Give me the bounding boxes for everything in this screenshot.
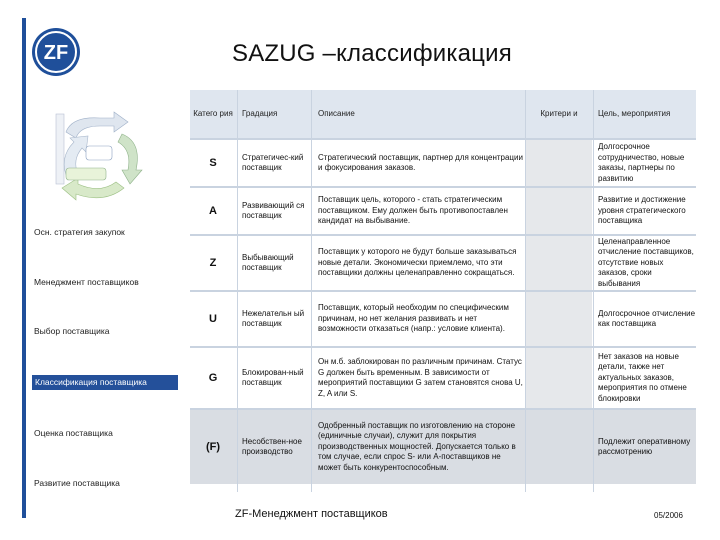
header-criteria: Критери и: [540, 108, 578, 118]
row-goal: Подлежит оперативному рассмотрению: [598, 436, 691, 456]
footer-title: ZF-Менеджмент поставщиков: [235, 508, 388, 520]
row-criteria: [526, 140, 592, 186]
svg-text:ZF: ZF: [43, 42, 69, 64]
sidebar-item-development[interactable]: Развитие поставщика: [34, 478, 120, 488]
row-criteria: [526, 236, 592, 290]
table-row: [190, 410, 696, 484]
header-category: Катего рия: [193, 108, 233, 118]
row-criteria: [526, 292, 592, 346]
zf-logo: [30, 26, 82, 78]
header-description: Описание: [318, 108, 355, 118]
row-criteria: [526, 188, 592, 234]
table-row: [190, 140, 696, 186]
row-description: Поставщик цель, которого - стать стратегическим поставщиком. Ему должен быть противопоставлен кандидат на выбывание.: [318, 195, 508, 226]
sidebar-item-selection[interactable]: Выбор поставщика: [34, 326, 110, 336]
process-cycle-diagram: [52, 108, 148, 206]
sidebar-item-classification[interactable]: Классификация поставщика: [32, 375, 178, 390]
row-gradation: Несобствен-ное производство: [242, 436, 302, 456]
table-header-row: [190, 90, 696, 138]
table-row: [190, 236, 696, 290]
sidebar-item-management[interactable]: Менеджмент поставщиков: [34, 277, 139, 287]
row-description: Поставщик, который необходим по специфическим причинам, но нет желания развивать и нет возможности отказаться (напр.: условие клиента).: [318, 303, 509, 334]
row-description: Стратегический поставщик, партнер для концентрации и фокусирования заказов.: [318, 152, 523, 172]
row-gradation: Выбывающий поставщик: [242, 252, 294, 272]
row-category: Z: [209, 256, 217, 269]
row-goal: Нет заказов на новые детали, также нет актуальных заказов, мероприятия по отмене блокировки: [598, 351, 687, 403]
row-goal: Развитие и достижение уровня стратегического поставщика: [598, 195, 686, 226]
row-gradation: Блокирован-ный поставщик: [242, 367, 304, 387]
row-category: A: [209, 204, 217, 217]
row-goal: Долгосрочное отчисление как поставщика: [598, 308, 696, 328]
page-title: SAZUG –классификация: [232, 40, 512, 67]
sidebar-item-strategy[interactable]: Осн. стратегия закупок: [34, 227, 125, 237]
row-category: U: [209, 312, 217, 325]
brand-side-bar: [22, 18, 26, 518]
header-gradation: Градация: [242, 108, 278, 118]
row-criteria: [526, 348, 592, 408]
column-divider: [237, 90, 238, 492]
sidebar-item-evaluation[interactable]: Оценка поставщика: [34, 428, 113, 438]
column-divider: [525, 90, 526, 492]
row-category: (F): [205, 440, 221, 453]
row-category: G: [208, 371, 218, 384]
row-criteria: [526, 410, 592, 484]
table-row: [190, 292, 696, 346]
column-divider: [311, 90, 312, 492]
classification-table: [190, 90, 696, 492]
row-gradation: Стратегичес-кий поставщик: [242, 152, 304, 172]
row-gradation: Нежелательн ый поставщик: [242, 308, 305, 328]
column-divider: [593, 90, 594, 492]
row-category: S: [209, 156, 217, 169]
footer-date: 05/2006: [654, 511, 683, 520]
row-goal: Целенаправленное отчисление поставщиков, отсутствие новых заказов, сроки выбывания: [598, 236, 694, 288]
table-row: [190, 188, 696, 234]
row-goal: Долгосрочное сотрудничество, новые заказы, партнеры по развитию: [598, 142, 685, 183]
row-description: Одобренный поставщик по изготовлению на стороне (единичные случаи), служит для покрытия производственных мощностей. Допускается только в том случае, если спрос S- или A-поставщиков не может быть конкурентоспособным.: [318, 420, 516, 472]
row-description: Он м.б. заблокирован по различным причинам. Статус G должен быть временным. В зависимости от мероприятий поставщики G затем становятся снова U, Z, A или S.: [318, 357, 523, 398]
table-row: [190, 348, 696, 408]
row-description: Поставщик у которого не будут больше заказываться новые детали. Экономически приемлемо, что эти поставщики должны целенаправленно сокращаться.: [318, 247, 517, 278]
header-goal: Цель, мероприятия: [598, 108, 671, 118]
row-gradation: Развивающий ся поставщик: [242, 200, 305, 220]
